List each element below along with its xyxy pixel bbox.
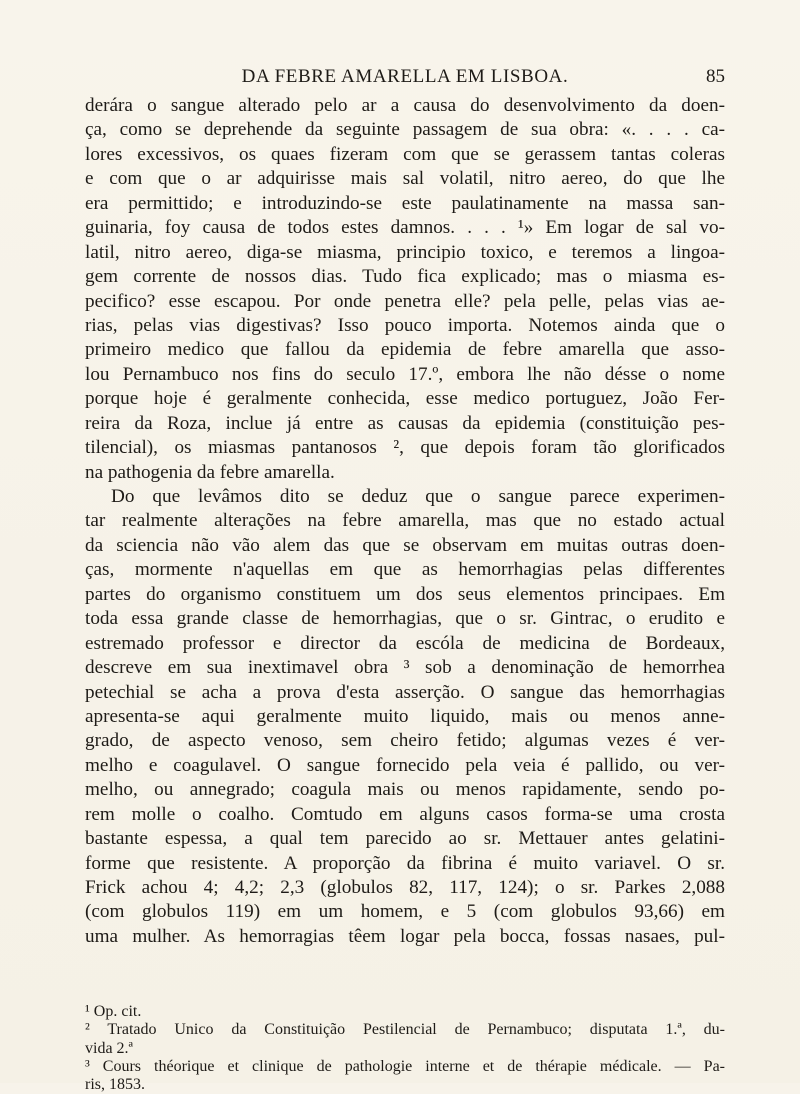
footnote-2-continued: vida 2.ª [85,1039,133,1057]
text-line: rias, pelas vias digestivas? Isso pouco importa. Notemos ainda que o [85,314,725,336]
text-line: gem corrente de nossos dias. Tudo fica explicado; mas o miasma es- [85,266,725,288]
text-line: forme que resistente. A proporção da fibrina é muito variavel. O sr. [85,852,725,874]
page-number: 85 [706,66,725,87]
text-line: reira da Roza, inclue já entre as causas da epidemia (constituição pes- [85,412,725,434]
text-line: latil, nitro aereo, diga-se miasma, principio toxico, e teremos a lingoa- [85,241,725,263]
text-line: lores excessivos, os quaes fizeram com que se gerassem tantas coleras [85,143,725,165]
footnote-3: ³ Cours théorique et clinique de pathologie interne et de thérapie médicale. — Pa- [85,1057,725,1075]
text-line: guinaria, foy causa de todos estes damnos. . . . ¹» Em logar de sal vo- [85,217,725,239]
text-line: (com globulos 119) em um homem, e 5 (com globulos 93,66) em [85,901,725,923]
running-title: DA FEBRE AMARELLA EM LISBOA. [241,66,569,87]
body-text [85,94,725,949]
text-line: era permittido; e introduzindo-se este paulatinamente na massa san- [85,192,725,214]
footnote-2: ² Tratado Unico da Constituição Pestilencial de Pernambuco; disputata 1.ª, du- [85,1021,725,1039]
text-line: melho e coagulavel. O sangue fornecido pela veia é pallido, ou ver- [85,754,725,776]
page-header [85,66,725,90]
text-line: da sciencia não vão alem das que se observam em muitas outras doen- [85,534,725,556]
text-line: apresenta-se aqui geralmente muito liquido, mais ou menos anne- [85,705,725,727]
text-line: toda essa grande classe de hemorrhagias, que o sr. Gintrac, o erudito e [85,608,725,630]
text-line: rem molle o coalho. Comtudo em alguns casos forma-se uma crosta [85,803,725,825]
text-line: Frick achou 4; 4,2; 2,3 (globulos 82, 117, 124); o sr. Parkes 2,088 [85,877,725,898]
text-line: petechial se acha a prova d'esta asserção. O sangue das hemorrhagias [85,681,725,703]
footnote-3-continued: ris, 1853. [85,1076,145,1094]
footnote-1: ¹ Op. cit. [85,1003,142,1020]
text-line: uma mulher. As hemorragias têem logar pela bocca, fossas nasaes, pul- [85,925,725,947]
paragraph-end-line: na pathogenia da febre amarella. [85,461,335,483]
text-line: porque hoje é geralmente conhecida, esse medico portuguez, João Fer- [85,388,725,410]
text-line: melho, ou annegrado; coagula mais ou menos rapidamente, sendo po- [85,779,725,801]
text-line: derára o sangue alterado pelo ar a causa do desenvolvimento da doen- [85,95,725,116]
text-line: descreve em sua inextimavel obra ³ sob a denominação de hemorrhea [85,657,725,679]
text-line: lou Pernambuco nos fins do seculo 17.º, embora lhe não désse o nome [85,363,725,385]
text-line: ças, mormente n'aquellas em que as hemorrhagias pelas differentes [85,559,725,581]
text-line: primeiro medico que fallou da epidemia de febre amarella que asso- [85,339,725,361]
text-line: estremado professor e director da escóla de medicina de Bordeaux, [85,632,725,654]
text-line: bastante espessa, a qual tem parecido ao sr. Mettauer antes gelatini- [85,828,725,850]
text-line: e com que o ar adquirisse mais sal volatil, nitro aereo, do que lhe [85,168,725,190]
text-line: grado, de aspecto venoso, sem cheiro fetido; algumas vezes é ver- [85,730,725,752]
footnotes [85,1003,725,1094]
paragraph-first-line: Do que levâmos dito se deduz que o sangue parece experimen- [111,486,725,507]
text-line: pecifico? esse escapou. Por onde penetra elle? pela pelle, pelas vias ae- [85,290,725,312]
text-line: tar realmente alterações na febre amarella, mas que no estado actual [85,510,725,532]
text-line: tilencial), os miasmas pantanosos ², que depois foram tão glorificados [85,437,725,459]
text-line: partes do organismo constituem um dos seus elementos principaes. Em [85,583,725,605]
text-line: ça, como se deprehende da seguinte passagem de sua obra: «. . . . ca- [85,119,725,141]
